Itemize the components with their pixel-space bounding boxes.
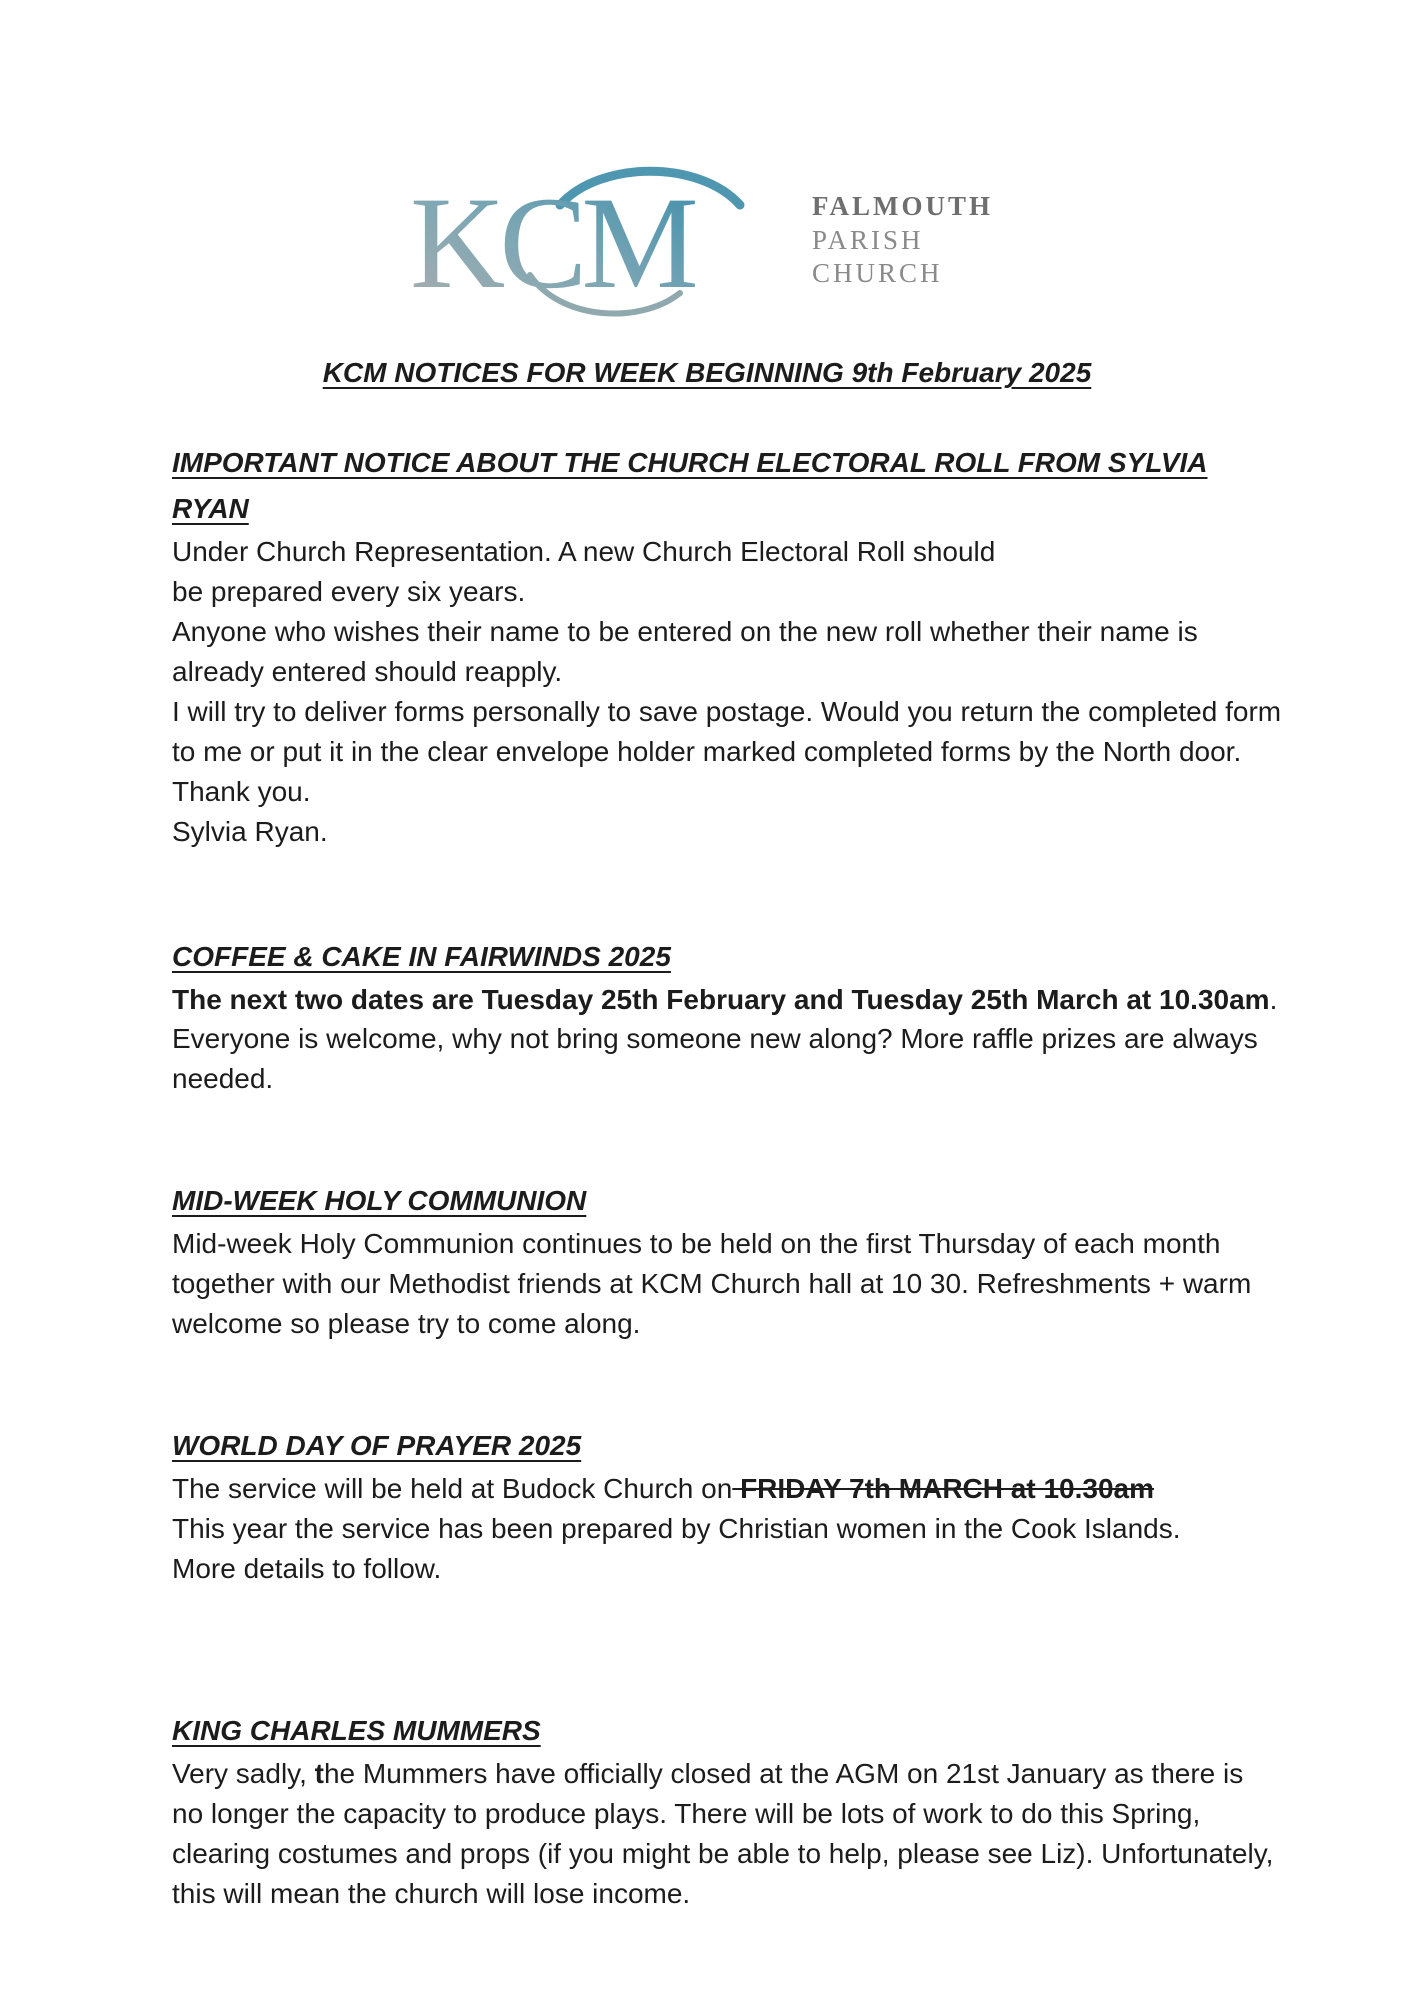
prayer-line-1 <box>172 1469 1282 1509</box>
electoral-line-5: Thank you. <box>172 776 311 807</box>
logo-monogram: KCM <box>410 169 693 316</box>
prayer-line-3: More details to follow. <box>172 1553 442 1584</box>
coffee-welcome: Everyone is welcome, why not bring someone new along? More raffle prizes are always needed. <box>172 1023 1258 1094</box>
prayer-line-2: This year the service has been prepared by Christian women in the Cook Islands. <box>172 1513 1181 1544</box>
coffee-dates-text: The next two dates are Tuesday 25th February and Tuesday 25th March at 10.30am <box>172 984 1270 1015</box>
logo-word-parish: PARISH <box>812 225 924 255</box>
mummers-heading: KING CHARLES MUMMERS <box>172 1715 541 1746</box>
prayer-heading: WORLD DAY OF PRAYER 2025 <box>172 1430 582 1461</box>
prayer-struck-date: FRIDAY 7th MARCH at 10.30am <box>732 1473 1154 1504</box>
coffee-section <box>172 934 1282 1099</box>
electoral-line-2: be prepared every six years. <box>172 576 526 607</box>
mummers-body <box>172 1754 1282 1914</box>
coffee-dates <box>172 980 1282 1019</box>
mummers-section <box>172 1708 1282 1914</box>
electoral-line-4: I will try to deliver forms personally to save postage. Would you return the completed form to me or put it in the clear envelope holder marked completed forms by the North door. <box>172 696 1282 767</box>
page-title: KCM NOTICES FOR WEEK BEGINNING 9th February 2025 <box>322 357 1092 388</box>
prayer-line-1-text: The service will be held at Budock Church on <box>172 1473 733 1504</box>
electoral-roll-section <box>172 440 1282 852</box>
electoral-signature: Sylvia Ryan. <box>172 816 328 847</box>
kcm-logo-graphic <box>410 165 1010 325</box>
mummers-prefix: Very sadly, <box>172 1758 315 1789</box>
coffee-dates-period: . <box>1269 984 1278 1015</box>
electoral-line-1: Under Church Representation. A new Church Electoral Roll should <box>172 536 996 567</box>
logo-word-church: CHURCH <box>812 258 943 288</box>
communion-heading: MID-WEEK HOLY COMMUNION <box>172 1185 587 1216</box>
communion-section <box>172 1178 1282 1344</box>
prayer-section <box>172 1423 1282 1589</box>
electoral-roll-heading: IMPORTANT NOTICE ABOUT THE CHURCH ELECTORAL ROLL FROM SYLVIA RYAN <box>172 447 1208 524</box>
electoral-line-3: Anyone who wishes their name to be entered on the new roll whether their name is already entered should reapply. <box>172 616 1198 687</box>
logo-word-falmouth: FALMOUTH <box>812 191 993 221</box>
communion-body: Mid-week Holy Communion continues to be held on the first Thursday of each month together with our Methodist friends at KCM Church hall at 10 30. Refreshments + warm welcome so please try to come along. <box>172 1228 1252 1339</box>
coffee-heading: COFFEE & CAKE IN FAIRWINDS 2025 <box>172 941 671 972</box>
kcm-logo <box>410 165 1010 325</box>
mummers-body-text: he Mummers have officially closed at the AGM on 21st January as there is no longer the capacity to produce plays. There will be lots of work to do this Spring, clearing costumes and props (if you might be able to help, please see Liz). Unfortunately, this will mean the church will lose income. <box>172 1758 1274 1909</box>
mummers-bold-letter: t <box>314 1758 324 1789</box>
